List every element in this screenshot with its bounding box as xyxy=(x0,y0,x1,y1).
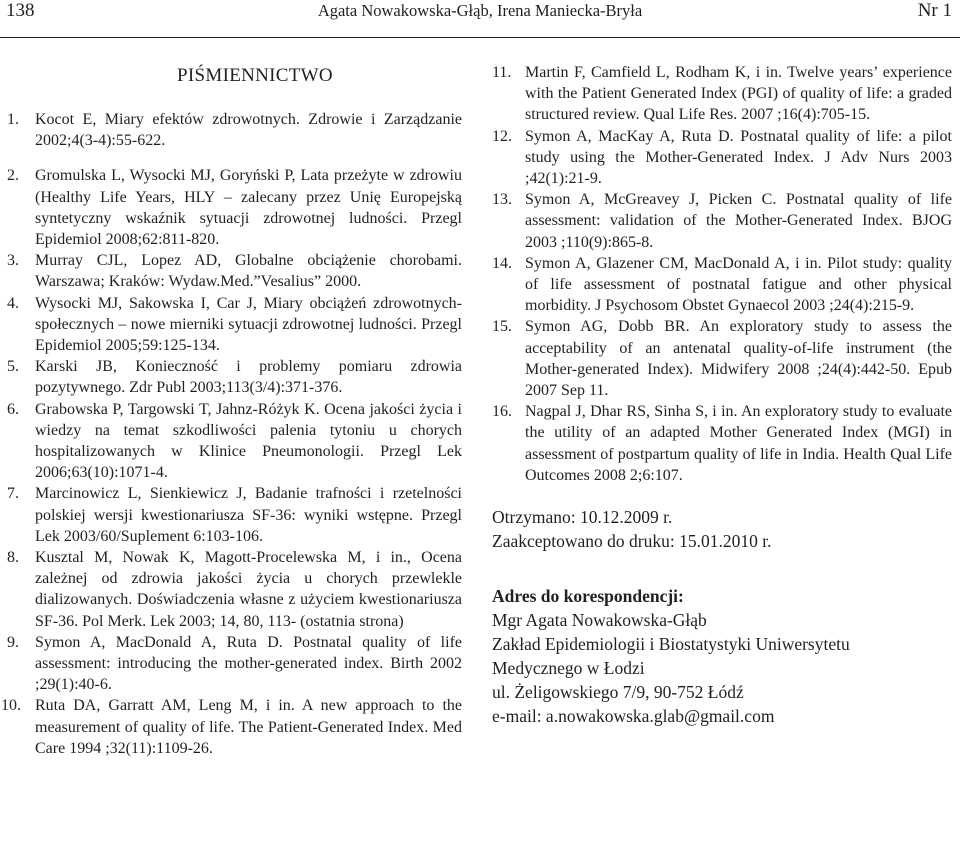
reference-item xyxy=(0,483,470,547)
contact-email: e-mail: a.nowakowska.glab@gmail.com xyxy=(492,706,775,727)
reference-number: 15. xyxy=(492,318,512,336)
submission-dates xyxy=(492,505,954,553)
reference-text: Grabowska P, Targowski T, Jahnz-Różyk K. Ocena jakości życia i wiedzy na temat szkodliwości palenia tytoniu u chorych hospitalizowanych w Klinice Pneumonologii. Przegl Lek 2006;63(10):1071-4. xyxy=(35,400,462,482)
reference-text: Nagpal J, Dhar RS, Sinha S, i in. An exploratory study to evaluate the utility of an adapted Mother Generated Index (MGI) in assessment of postpartum quality of life in India. Health Qual Life Outcomes 2008 2;6:107. xyxy=(525,403,952,484)
contact-street: ul. Żeligowskiego 7/9, 90-752 Łódź xyxy=(492,682,744,703)
reference-number: 10. xyxy=(1,697,21,715)
header-rule xyxy=(0,37,960,38)
reference-item xyxy=(492,253,954,317)
header-authors: Agata Nowakowska-Głąb, Irena Maniecka-Bryła xyxy=(317,1,643,20)
reference-number: 2. xyxy=(7,167,19,185)
reference-number: 13. xyxy=(492,191,512,209)
reference-item xyxy=(492,189,954,253)
contact-department: Zakład Epidemiologii i Biostatystyki Uniwersytetu xyxy=(492,634,850,655)
running-header xyxy=(0,0,960,42)
reference-text: Wysocki MJ, Sakowska I, Car J, Miary obciążeń zdrowotnych-społecznych – nowe mierniki sytuacji zdrowotnej ludności. Przegl Epidemiol 2005;59:125-134. xyxy=(35,294,462,355)
reference-number: 8. xyxy=(7,549,19,567)
issue-number: Nr 1 xyxy=(917,0,952,21)
reference-text: Ruta DA, Garratt AM, Leng M, i in. A new approach to the measurement of quality of life. The Patient-Generated Index. Med Care 1994 ;32(11):1109-26. xyxy=(35,697,462,757)
reference-number: 3. xyxy=(7,252,19,270)
right-column xyxy=(492,62,954,728)
received-date: Otrzymano: 10.12.2009 r. xyxy=(492,507,673,528)
reference-text: Symon A, MacKay A, Ruta D. Postnatal quality of life: a pilot study using the Mother-Generated Index. J Adv Nurs 2003 ;42(1):21-9. xyxy=(525,127,952,188)
reference-text: Symon A, Glazener CM, MacDonald A, i in. Pilot study: quality of life assessment of postnatal fatigue and other physical morbidity. J Psychosom Obstet Gynaecol 2003 ;24(4):215-9. xyxy=(525,254,952,315)
left-column xyxy=(0,62,470,759)
reference-number: 1. xyxy=(7,111,19,128)
reference-text: Symon A, MacDonald A, Ruta D. Postnatal quality of life assessment: introducing the mother-generated index. Birth 2002 ;29(1):40-6. xyxy=(35,633,462,694)
correspondence-address xyxy=(492,584,954,728)
reference-text: Kocot E, Miary efektów zdrowotnych. Zdrowie i Zarządzanie 2002;4(3-4):55-622. xyxy=(35,111,462,150)
reference-number: 4. xyxy=(7,294,19,312)
reference-item xyxy=(0,293,470,357)
reference-item xyxy=(0,632,470,696)
correspondence-title: Adres do korespondencji: xyxy=(492,586,684,607)
reference-item xyxy=(0,109,470,151)
accepted-date: Zaakceptowano do druku: 15.01.2010 r. xyxy=(492,531,772,552)
reference-text: Symon AG, Dobb BR. An exploratory study to assess the acceptability of an antenatal quality-of-life instrument (the Mother-generated Index). Midwifery 2008 ;24(4):442-50. Epub 2007 Sep 11. xyxy=(525,318,952,400)
reference-item xyxy=(492,126,954,190)
reference-number: 7. xyxy=(7,485,19,503)
reference-text: Martin F, Camfield L, Rodham K, i in. Twelve years’ experience with the Patient Generated Index (PGI) of quality of life: a graded structured review. Qual Life Res. 2007 ;16(4):705-15. xyxy=(525,64,952,124)
reference-number: 12. xyxy=(492,127,512,145)
reference-number: 14. xyxy=(492,254,512,272)
reference-item xyxy=(0,165,470,250)
reference-item xyxy=(0,356,470,398)
reference-number: 5. xyxy=(7,358,19,376)
reference-item xyxy=(0,695,470,759)
bibliography-title: PIŚMIENNICTWO xyxy=(177,65,333,86)
reference-text: Symon A, McGreavey J, Picken C. Postnatal quality of life assessment: validation of the Mother-Generated Index. BJOG 2003 ;110(9):865-8. xyxy=(525,191,952,251)
reference-text: Marcinowicz L, Sienkiewicz J, Badanie trafności i rzetelności polskiej wersji kwestionariusza SF-36: wyniki wstępne. Przegl Lek 2003/60/Suplement 6:103-106. xyxy=(35,485,462,545)
reference-text: Murray CJL, Lopez AD, Globalne obciążenie chorobami. Warszawa; Kraków: Wydaw.Med.”Vesalius” 2000. xyxy=(35,252,462,291)
contact-name: Mgr Agata Nowakowska-Głąb xyxy=(492,610,707,631)
reference-item xyxy=(0,250,470,292)
reference-list xyxy=(0,109,470,759)
contact-university: Medycznego w Łodzi xyxy=(492,658,645,679)
reference-item xyxy=(0,547,470,632)
reference-text: Gromulska L, Wysocki MJ, Goryński P, Lata przeżyte w zdrowiu (Healthy Life Years, HLY – zalecany przez Unię Europejską syntetyczny wskaźnik sytuacji zdrowotnej ludności. Przegl Epidemiol 2008;62:811-820. xyxy=(35,167,462,249)
reference-item xyxy=(492,316,954,401)
reference-item xyxy=(492,62,954,126)
reference-text: Karski JB, Konieczność i problemy pomiaru zdrowia pozytywnego. Zdr Publ 2003;113(3/4):371-376. xyxy=(35,358,462,397)
reference-number: 9. xyxy=(7,633,19,651)
reference-number: 16. xyxy=(492,403,512,421)
reference-number: 11. xyxy=(492,64,512,81)
reference-item xyxy=(0,399,470,484)
reference-number: 6. xyxy=(7,400,19,418)
reference-text: Kusztal M, Nowak K, Magott-Procelewska M, i in., Ocena zależnej od zdrowia jakości życia u chorych przewlekle dializowanych. Doświadczenia własne z użyciem kwestionariusza SF-36. Pol Merk. Lek 2003; 14, 80, 113- (ostatnia strona) xyxy=(35,549,462,630)
page-number: 138 xyxy=(6,0,35,21)
reference-list-continued xyxy=(492,62,954,486)
reference-item xyxy=(492,401,954,486)
